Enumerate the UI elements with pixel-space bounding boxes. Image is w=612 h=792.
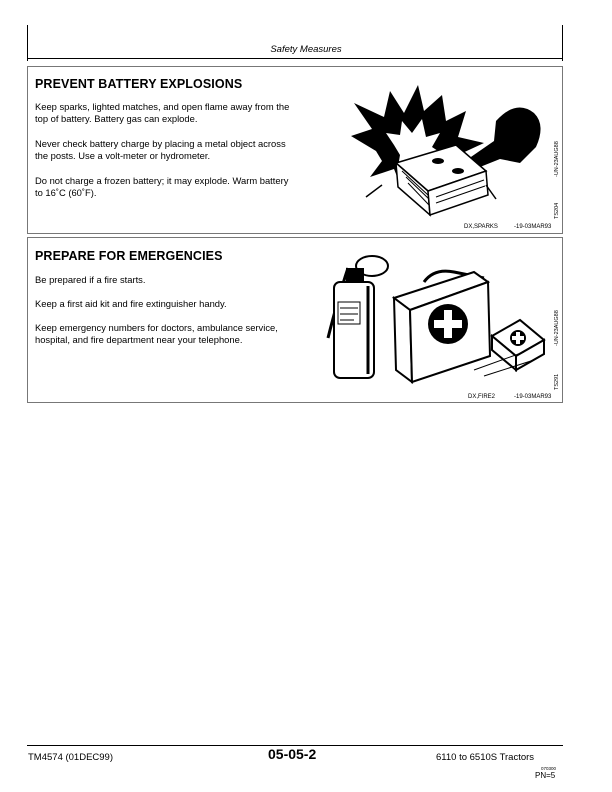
battery-explosion-illustration xyxy=(346,81,550,223)
section-paragraph: Never check battery charge by placing a metal object across the posts. Use a volt-meter or hydrometer. xyxy=(35,138,286,161)
fire-extinguisher-icon xyxy=(328,256,388,378)
figure-code: TS204 xyxy=(554,202,560,219)
page-pn: PN=5 xyxy=(535,771,556,780)
figure-date: -UN-23AUG88 xyxy=(554,310,560,346)
caption-id: DX,FIRE2 xyxy=(468,394,496,400)
section-paragraph: Keep sparks, lighted matches, and open flame away from the top of battery. Battery gas can explode. xyxy=(35,101,290,124)
section-heading: PREVENT BATTERY EXPLOSIONS xyxy=(35,77,243,91)
page-number: 05-05-2 xyxy=(268,746,317,762)
right-margin-rule xyxy=(562,25,563,61)
manual-number: TM4574 (01DEC99) xyxy=(28,752,114,763)
header-rule xyxy=(27,58,563,59)
page-header-title: Safety Measures xyxy=(270,44,342,55)
figure-date: -UN-23AUG88 xyxy=(554,141,560,177)
left-margin-rule xyxy=(27,25,28,61)
section-paragraph: Be prepared if a fire starts. xyxy=(35,274,146,285)
caption-date: -19-03MAR93 xyxy=(514,224,552,230)
small-first-aid-kit-icon xyxy=(492,320,544,370)
section-heading: PREPARE FOR EMERGENCIES xyxy=(35,249,223,263)
battery-explosions-section xyxy=(27,66,563,234)
caption-id: DX,SPARKS xyxy=(464,224,498,230)
figure-code: TS291 xyxy=(554,373,560,390)
first-aid-case-icon xyxy=(394,271,490,382)
person-silhouette xyxy=(468,108,541,171)
tractor-model: 6110 to 6510S Tractors xyxy=(436,752,535,763)
section-paragraph: Keep emergency numbers for doctors, ambulance service, hospital, and fire department near your telephone. xyxy=(35,322,278,345)
emergencies-section xyxy=(27,237,563,403)
emergency-kit-illustration xyxy=(324,252,548,384)
caption-date: -19-03MAR93 xyxy=(514,394,552,400)
section-paragraph: Keep a first aid kit and fire extinguisher handy. xyxy=(35,298,227,309)
section-paragraph: Do not charge a frozen battery; it may explode. Warm battery to 16˚C (60˚F). xyxy=(35,175,289,198)
footer-code: 070300 xyxy=(541,766,557,771)
